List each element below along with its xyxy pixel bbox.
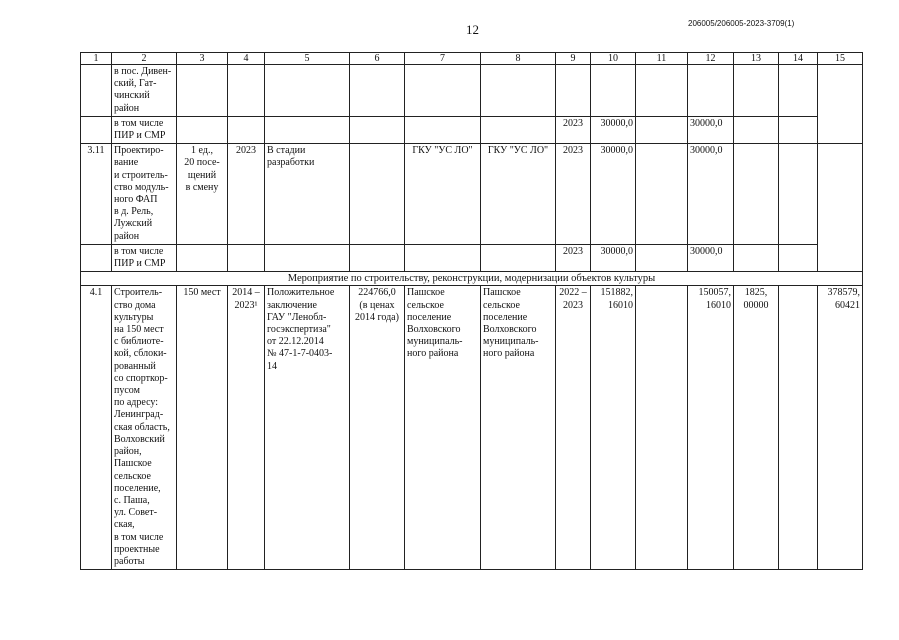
cell	[265, 244, 350, 271]
cell	[636, 65, 688, 117]
section-title: Мероприятие по строительству, реконструкции, модернизации объектов культуры	[81, 272, 863, 286]
cell	[636, 286, 688, 570]
cell-year: 2023	[556, 144, 591, 245]
cell-name: в том числе ПИР и СМР	[112, 244, 177, 271]
col-num-12: 12	[688, 53, 734, 65]
table-row	[81, 65, 863, 117]
col-num-15: 15	[818, 53, 863, 65]
cell-num	[81, 65, 112, 117]
cell-customer: Пашское сельское поселение Волховского муниципаль- ного района	[405, 286, 481, 570]
cell	[779, 144, 818, 245]
cell-year: 2023	[556, 244, 591, 271]
col-num-11: 11	[636, 53, 688, 65]
program-table	[80, 52, 863, 570]
cell	[265, 65, 350, 117]
cell	[734, 244, 779, 271]
cell	[228, 244, 265, 271]
cell-local: 1825, 00000	[734, 286, 779, 570]
cell	[481, 244, 556, 271]
cell	[779, 65, 818, 117]
cell	[556, 65, 591, 117]
cell	[350, 116, 405, 143]
cell	[636, 144, 688, 245]
cell	[779, 116, 818, 143]
cell-num: 4.1	[81, 286, 112, 570]
cell	[818, 144, 863, 272]
cell	[350, 244, 405, 271]
cell	[481, 116, 556, 143]
cell	[779, 286, 818, 570]
cell	[405, 116, 481, 143]
cell-capacity: 1 ед., 20 посе- щений в смену	[177, 144, 228, 245]
cell-status: Положительное заключение ГАУ "Ленобл- госэкспертиза" от 22.12.2014 № 47-1-7-0403- 14	[265, 286, 350, 570]
col-num-6: 6	[350, 53, 405, 65]
cell-regional: 30000,0	[688, 116, 734, 143]
cell-status: В стадии разработки	[265, 144, 350, 245]
col-num-5: 5	[265, 53, 350, 65]
col-num-9: 9	[556, 53, 591, 65]
cell	[265, 116, 350, 143]
cell	[779, 244, 818, 271]
cell	[228, 116, 265, 143]
col-num-14: 14	[779, 53, 818, 65]
cell	[405, 65, 481, 117]
cell-period: 2023	[228, 144, 265, 245]
table-row	[81, 116, 863, 143]
col-num-10: 10	[591, 53, 636, 65]
cell-cost: 224766,0 (в ценах 2014 года)	[350, 286, 405, 570]
cell	[734, 144, 779, 245]
column-number-row	[81, 53, 863, 65]
cell-year: 2022 – 2023	[556, 286, 591, 570]
cell-capacity: 150 мест	[177, 286, 228, 570]
col-num-7: 7	[405, 53, 481, 65]
cell-remaining: 378579, 60421	[818, 286, 863, 570]
cell	[350, 65, 405, 117]
table-row	[81, 286, 863, 570]
cell-recipient: Пашское сельское поселение Волховского муниципаль- ного района	[481, 286, 556, 570]
cell-num: 3.11	[81, 144, 112, 245]
page-number: 12	[466, 22, 479, 37]
cell-name: Строитель- ство дома культуры на 150 мест с библиоте- кой, сблоки- рованный со спорткор- пусом по адресу: Ленинград- ская область, Волховский район, Пашское сельское поселение, с. Паша, ул. Совет- ская, в том числе проектные работы	[112, 286, 177, 570]
col-num-4: 4	[228, 53, 265, 65]
cell-num	[81, 116, 112, 143]
cell-total: 30000,0	[591, 144, 636, 245]
col-num-8: 8	[481, 53, 556, 65]
document-code: 206005/206005-2023-3709(1)	[688, 19, 795, 28]
cell	[350, 144, 405, 245]
cell-regional: 150057, 16010	[688, 286, 734, 570]
table-row	[81, 144, 863, 245]
cell-customer: ГКУ "УС ЛО"	[405, 144, 481, 245]
cell	[177, 116, 228, 143]
cell	[481, 65, 556, 117]
cell-period: 2014 – 2023¹	[228, 286, 265, 570]
cell	[734, 65, 779, 117]
cell-total: 30000,0	[591, 116, 636, 143]
cell-num	[81, 244, 112, 271]
cell	[734, 116, 779, 143]
cell	[591, 65, 636, 117]
cell	[405, 244, 481, 271]
cell-regional: 30000,0	[688, 244, 734, 271]
cell-name: в пос. Дивен- ский, Гат- чинский район	[112, 65, 177, 117]
cell	[228, 65, 265, 117]
cell-total: 151882, 16010	[591, 286, 636, 570]
col-num-2: 2	[112, 53, 177, 65]
cell-name: Проектиро- вание и строитель- ство модуль- ного ФАП в д. Рель, Лужский район	[112, 144, 177, 245]
cell	[177, 65, 228, 117]
cell-regional: 30000,0	[688, 144, 734, 245]
section-row	[81, 272, 863, 286]
col-num-3: 3	[177, 53, 228, 65]
cell	[688, 65, 734, 117]
cell-total: 30000,0	[591, 244, 636, 271]
cell	[636, 116, 688, 143]
cell	[636, 244, 688, 271]
cell	[177, 244, 228, 271]
cell-recipient: ГКУ "УС ЛО"	[481, 144, 556, 245]
table-row	[81, 244, 863, 271]
cell	[818, 65, 863, 144]
col-num-13: 13	[734, 53, 779, 65]
col-num-1: 1	[81, 53, 112, 65]
cell-year: 2023	[556, 116, 591, 143]
cell-name: в том числе ПИР и СМР	[112, 116, 177, 143]
